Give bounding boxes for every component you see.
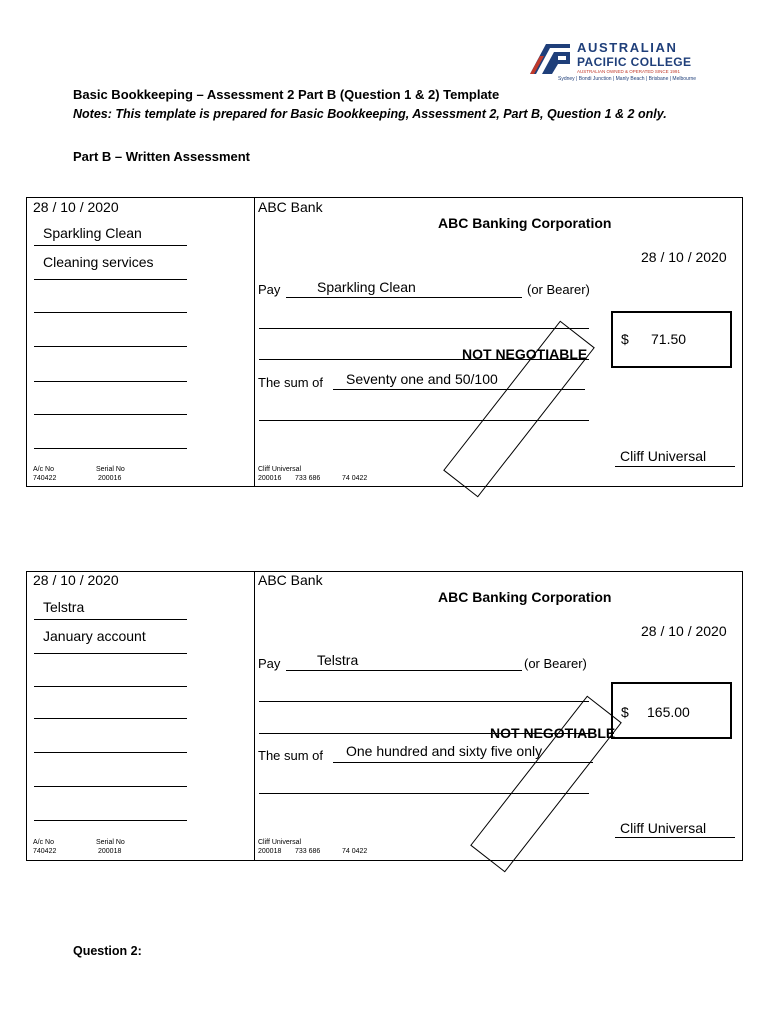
bearer-label: (or Bearer) (527, 282, 590, 297)
bank-short-name: ABC Bank (258, 199, 323, 215)
payee-name: Sparkling Clean (317, 279, 416, 295)
document-notes: Notes: This template is prepared for Basic Bookkeeping, Assessment 2, Part B, Question 1 & 2 only. (73, 107, 667, 121)
stub-line (34, 820, 187, 821)
stub-date: 28 / 10 / 2020 (33, 572, 119, 588)
logo-name-line2: PACIFIC COLLEGE (577, 55, 692, 69)
cheque (26, 197, 743, 487)
amount-box (611, 311, 732, 368)
cheque-line (259, 701, 589, 702)
sum-words: One hundred and sixty five only (346, 743, 543, 759)
sum-label: The sum of (258, 748, 324, 763)
cheque-stub (27, 572, 255, 860)
cheque-line (259, 793, 589, 794)
cheque-stub (27, 198, 255, 486)
stub-line (34, 346, 187, 347)
stub-line (34, 619, 187, 620)
stub-ac-value: 740422 (33, 475, 57, 482)
document-title: Basic Bookkeeping – Assessment 2 Part B (Question 1 & 2) Template (73, 87, 500, 102)
stub-ac-label: A/c No (33, 839, 55, 846)
logo-tagline: AUSTRALIAN OWNED & OPERATED SINCE 1991 (577, 69, 680, 74)
stub-description: Cleaning services (43, 254, 154, 270)
stub-payee: Sparkling Clean (43, 225, 142, 241)
micr-serial: 200016 (258, 475, 282, 482)
micr-serial: 200018 (258, 848, 282, 855)
payee-line (286, 670, 522, 671)
logo-cities: Sydney | Bondi Junction | Manly Beach | Brisbane | Melbourne (558, 76, 697, 82)
cheque (26, 571, 743, 861)
amount-value: 71.50 (651, 331, 687, 347)
stub-line (34, 279, 187, 280)
signature: Cliff Universal (620, 448, 707, 464)
college-logo (528, 40, 700, 90)
section-title: Part B – Written Assessment (73, 149, 251, 164)
cheque-date: 28 / 10 / 2020 (641, 623, 727, 639)
signature-line (615, 466, 735, 467)
cheque-line (259, 420, 589, 421)
micr-bsb: 733 686 (295, 475, 321, 482)
question-label: Question 2: (73, 944, 142, 958)
pay-label: Pay (258, 656, 281, 671)
currency-symbol: $ (621, 704, 629, 720)
payee-line (286, 297, 522, 298)
crossing-stamp (470, 696, 622, 873)
signature-line (615, 837, 735, 838)
bank-name: ABC Banking Corporation (438, 589, 612, 605)
micr-account: 74 0422 (342, 475, 368, 482)
sum-words: Seventy one and 50/100 (346, 371, 498, 387)
stub-description: January account (43, 628, 146, 644)
cheque-date: 28 / 10 / 2020 (641, 249, 727, 265)
stub-ac-value: 740422 (33, 848, 57, 855)
not-negotiable-label: NOT NEGOTIABLE (490, 725, 616, 741)
stub-line (34, 752, 187, 753)
amount-value: 165.00 (647, 704, 690, 720)
college-logo-icon (528, 40, 572, 76)
stub-line (34, 686, 187, 687)
stub-line (34, 653, 187, 654)
sum-label: The sum of (258, 375, 324, 390)
sum-line (333, 762, 593, 763)
cheque-line (259, 328, 589, 329)
micr-bsb: 733 686 (295, 848, 321, 855)
stub-ac-label: A/c No (33, 466, 55, 473)
stub-payee: Telstra (43, 599, 85, 615)
stub-line (34, 381, 187, 382)
stub-serial-label: Serial No (96, 839, 125, 846)
stub-line (34, 786, 187, 787)
not-negotiable-label: NOT NEGOTIABLE (462, 346, 588, 362)
stub-line (34, 448, 187, 449)
crossing-box (470, 696, 622, 873)
stub-line (34, 312, 187, 313)
payee-name: Telstra (317, 652, 359, 668)
stub-serial-value: 200016 (98, 475, 122, 482)
currency-symbol: $ (621, 331, 629, 347)
signature: Cliff Universal (620, 820, 707, 836)
stub-line (34, 718, 187, 719)
stub-date: 28 / 10 / 2020 (33, 199, 119, 215)
bearer-label: (or Bearer) (524, 656, 587, 671)
micr-name: Cliff Universal (258, 839, 302, 846)
logo-name-line1: AUSTRALIAN (577, 40, 678, 55)
micr-account: 74 0422 (342, 848, 368, 855)
pay-label: Pay (258, 282, 281, 297)
micr-name: Cliff Universal (258, 466, 302, 473)
stub-serial-label: Serial No (96, 466, 125, 473)
stub-line (34, 245, 187, 246)
sum-line (333, 389, 585, 390)
bank-name: ABC Banking Corporation (438, 215, 612, 231)
stub-line (34, 414, 187, 415)
stub-serial-value: 200018 (98, 848, 122, 855)
bank-short-name: ABC Bank (258, 572, 323, 588)
amount-box (611, 682, 732, 739)
